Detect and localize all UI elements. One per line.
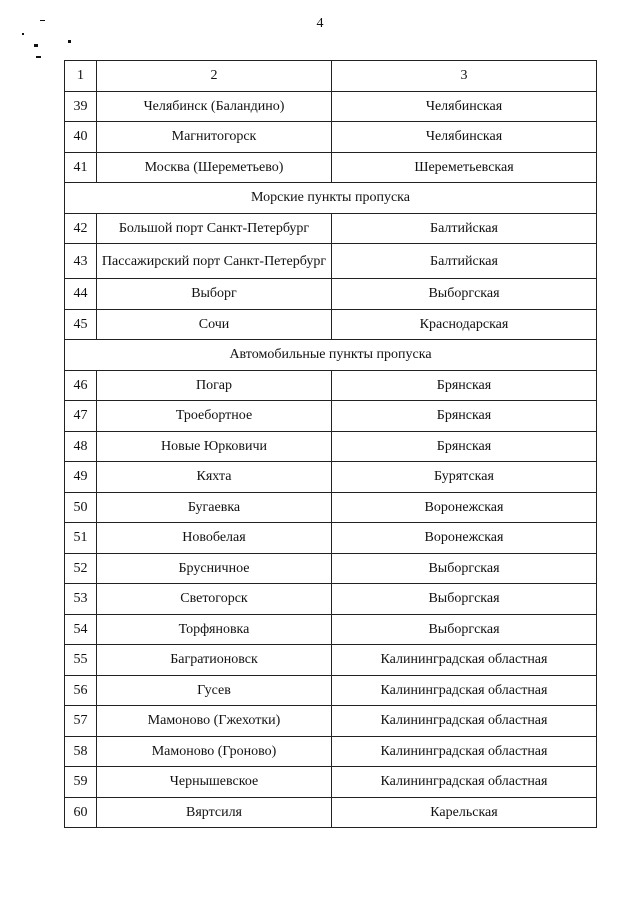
customs-office-cell: Выборгская	[332, 553, 597, 584]
row-number-cell: 44	[65, 279, 97, 310]
table-row	[65, 370, 597, 401]
customs-office-cell: Калининградская областная	[332, 736, 597, 767]
row-number-cell: 42	[65, 213, 97, 244]
customs-office-cell: Балтийская	[332, 244, 597, 279]
checkpoint-name-cell: Сочи	[97, 309, 332, 340]
row-number-cell: 46	[65, 370, 97, 401]
table-row	[65, 736, 597, 767]
row-number-cell: 41	[65, 152, 97, 183]
customs-office-cell: Балтийская	[332, 213, 597, 244]
customs-office-cell: Карельская	[332, 797, 597, 828]
checkpoint-name-cell: Бугаевка	[97, 492, 332, 523]
table-row	[65, 462, 597, 493]
customs-office-cell: Челябинская	[332, 122, 597, 153]
row-number-cell: 50	[65, 492, 97, 523]
table-row	[65, 645, 597, 676]
checkpoint-name-cell: Мамоново (Гжехотки)	[97, 706, 332, 737]
header-cell-3: 3	[332, 61, 597, 92]
row-number-cell: 59	[65, 767, 97, 798]
row-number-cell: 48	[65, 431, 97, 462]
customs-office-cell: Калининградская областная	[332, 645, 597, 676]
row-number-cell: 54	[65, 614, 97, 645]
table-row	[65, 614, 597, 645]
checkpoint-name-cell: Чернышевское	[97, 767, 332, 798]
customs-office-cell: Калининградская областная	[332, 767, 597, 798]
checkpoint-name-cell: Вяртсиля	[97, 797, 332, 828]
table-row	[65, 553, 597, 584]
row-number-cell: 51	[65, 523, 97, 554]
section-title: Морские пункты пропуска	[65, 183, 597, 214]
table-row	[65, 279, 597, 310]
section-header-row	[65, 183, 597, 214]
customs-office-cell: Калининградская областная	[332, 706, 597, 737]
row-number-cell: 39	[65, 91, 97, 122]
customs-office-cell: Брянская	[332, 431, 597, 462]
row-number-cell: 57	[65, 706, 97, 737]
row-number-cell: 55	[65, 645, 97, 676]
checkpoint-name-cell: Пассажирский порт Санкт-Петербург	[97, 244, 332, 279]
row-number-cell: 47	[65, 401, 97, 432]
checkpoint-name-cell: Кяхта	[97, 462, 332, 493]
row-number-cell: 43	[65, 244, 97, 279]
table-row	[65, 122, 597, 153]
checkpoint-name-cell: Москва (Шереметьево)	[97, 152, 332, 183]
table-row	[65, 584, 597, 615]
section-header-row	[65, 340, 597, 371]
table-row	[65, 401, 597, 432]
section-title: Автомобильные пункты пропуска	[65, 340, 597, 371]
row-number-cell: 52	[65, 553, 97, 584]
checkpoint-name-cell: Светогорск	[97, 584, 332, 615]
table-row	[65, 213, 597, 244]
row-number-cell: 60	[65, 797, 97, 828]
table-row	[65, 767, 597, 798]
header-cell-1: 1	[65, 61, 97, 92]
checkpoint-name-cell: Выборг	[97, 279, 332, 310]
table-row	[65, 309, 597, 340]
customs-office-cell: Выборгская	[332, 584, 597, 615]
customs-office-cell: Выборгская	[332, 614, 597, 645]
table-body	[65, 91, 597, 828]
checkpoint-name-cell: Новые Юрковичи	[97, 431, 332, 462]
table-header-row	[65, 61, 597, 92]
customs-office-cell: Бурятская	[332, 462, 597, 493]
table-row	[65, 675, 597, 706]
header-cell-2: 2	[97, 61, 332, 92]
customs-office-cell: Воронежская	[332, 492, 597, 523]
table-row	[65, 706, 597, 737]
row-number-cell: 40	[65, 122, 97, 153]
checkpoint-name-cell: Гусев	[97, 675, 332, 706]
page-number: 4	[316, 16, 324, 31]
checkpoint-name-cell: Магнитогорск	[97, 122, 332, 153]
table-row	[65, 244, 597, 279]
checkpoint-name-cell: Брусничное	[97, 553, 332, 584]
row-number-cell: 56	[65, 675, 97, 706]
checkpoint-name-cell: Погар	[97, 370, 332, 401]
checkpoint-name-cell: Багратионовск	[97, 645, 332, 676]
checkpoint-name-cell: Челябинск (Баландино)	[97, 91, 332, 122]
table-row	[65, 797, 597, 828]
checkpoint-name-cell: Новобелая	[97, 523, 332, 554]
table-row	[65, 431, 597, 462]
customs-office-cell: Калининградская областная	[332, 675, 597, 706]
row-number-cell: 53	[65, 584, 97, 615]
checkpoint-name-cell: Троебортное	[97, 401, 332, 432]
checkpoint-name-cell: Большой порт Санкт-Петербург	[97, 213, 332, 244]
table-row	[65, 523, 597, 554]
table-row	[65, 492, 597, 523]
table-row	[65, 152, 597, 183]
checkpoint-name-cell: Мамоново (Гроново)	[97, 736, 332, 767]
customs-office-cell: Шереметьевская	[332, 152, 597, 183]
row-number-cell: 45	[65, 309, 97, 340]
customs-office-cell: Брянская	[332, 401, 597, 432]
customs-office-cell: Краснодарская	[332, 309, 597, 340]
customs-office-cell: Воронежская	[332, 523, 597, 554]
row-number-cell: 58	[65, 736, 97, 767]
customs-office-cell: Челябинская	[332, 91, 597, 122]
table-row	[65, 91, 597, 122]
customs-office-cell: Выборгская	[332, 279, 597, 310]
row-number-cell: 49	[65, 462, 97, 493]
checkpoint-name-cell: Торфяновка	[97, 614, 332, 645]
customs-office-cell: Брянская	[332, 370, 597, 401]
border-crossing-table	[64, 60, 597, 828]
